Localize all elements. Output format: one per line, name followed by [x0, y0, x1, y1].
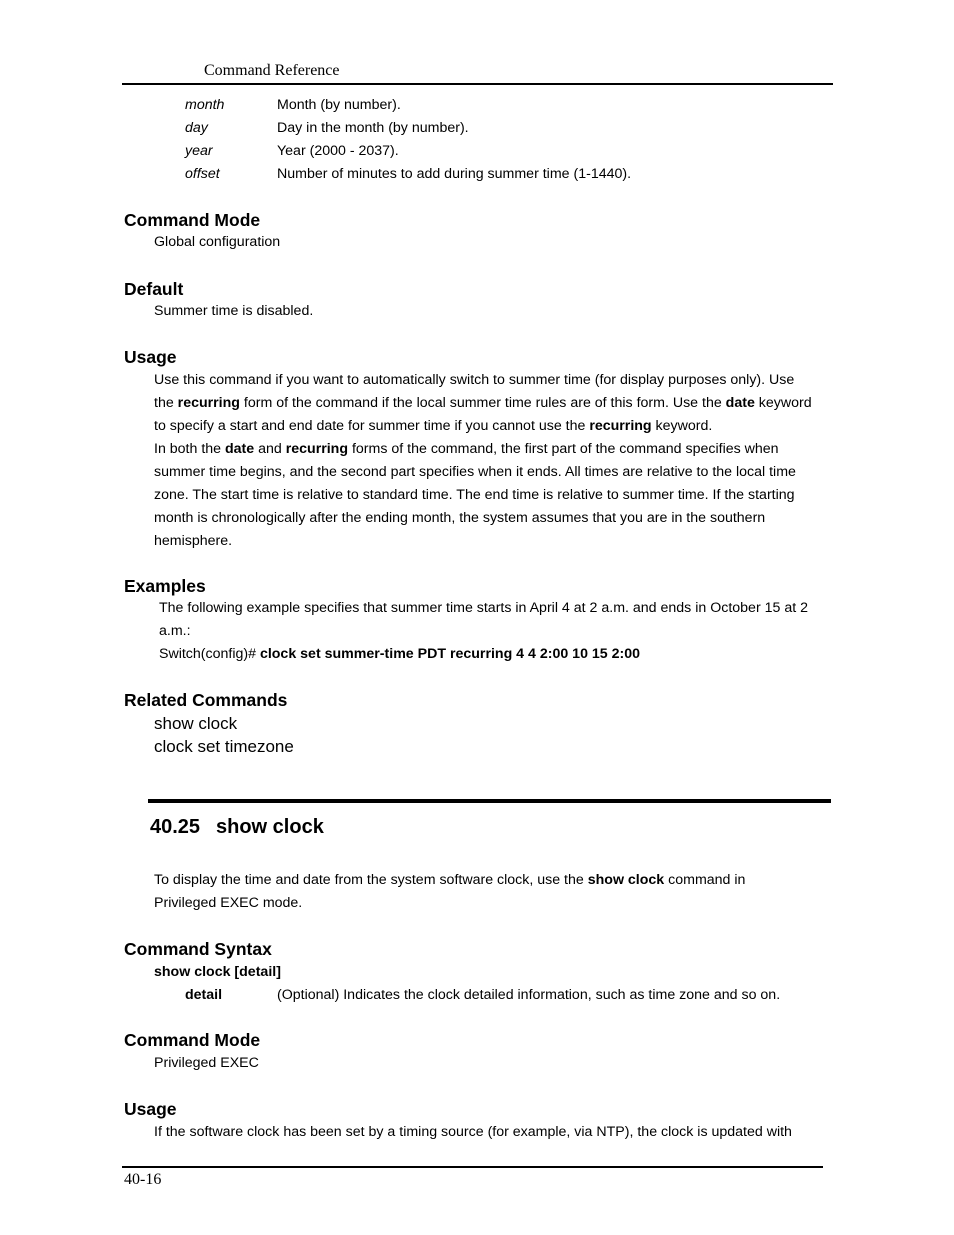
param-desc: Day in the month (by number).	[277, 120, 469, 136]
default-heading: Default	[124, 279, 184, 299]
param-name: offset	[185, 166, 220, 182]
usage-line: month is chronologically after the ending month, the system assumes that you are in the southern	[154, 510, 766, 526]
cli-command: clock set summer-time PDT recurring 4 4 2:00 10 15 2:00	[259, 646, 641, 662]
example-line: a.m.:	[159, 623, 191, 639]
related-command-link[interactable]: clock set timezone	[154, 737, 294, 756]
param-desc: (Optional) Indicates the clock detailed information, such as time zone and so on.	[277, 987, 781, 1003]
footer-rule	[122, 1166, 823, 1168]
header-rule	[122, 83, 833, 85]
command-syntax-heading: Command Syntax	[124, 939, 272, 959]
keyword: recurring	[285, 441, 349, 457]
section-number: 40.25	[150, 816, 201, 838]
usage-line: to specify a start and end date for summer time if you cannot use the recurring keyword.	[154, 418, 713, 434]
param-name: day	[185, 120, 208, 136]
section-title: show clock	[216, 816, 324, 838]
usage-line: summer time begins, and the second part specifies when it ends. All times are relative to the local time	[154, 464, 796, 480]
cli-prompt: Switch(config)#	[159, 646, 260, 662]
command-mode-text: Global configuration	[154, 234, 281, 250]
usage-heading: Usage	[124, 1099, 177, 1119]
usage-line: hemisphere.	[154, 533, 233, 549]
example-command-line	[159, 643, 808, 666]
examples-heading: Examples	[124, 576, 206, 596]
keyword: date	[225, 441, 255, 457]
usage-text: If the software clock has been set by a timing source (for example, via NTP), the clock is updated with	[154, 1124, 792, 1140]
param-desc: Month (by number).	[277, 97, 401, 113]
command-syntax: show clock [detail]	[154, 964, 281, 980]
usage-line: Use this command if you want to automatically switch to summer time (for display purposes only). Use	[154, 372, 795, 388]
section-rule	[148, 799, 831, 803]
param-desc: Year (2000 - 2037).	[277, 143, 399, 159]
param-desc: Number of minutes to add during summer time (1-1440).	[277, 166, 632, 182]
intro-line: To display the time and date from the system software clock, use the show clock command in	[154, 872, 746, 888]
running-header: Command Reference	[204, 62, 340, 79]
keyword: show clock	[587, 872, 665, 888]
param-name: month	[185, 97, 225, 113]
usage-paragraph	[154, 369, 812, 553]
command-mode-heading: Command Mode	[124, 1030, 261, 1050]
intro-line: Privileged EXEC mode.	[154, 895, 303, 911]
keyword: date	[725, 395, 755, 411]
default-text: Summer time is disabled.	[154, 303, 314, 319]
section-intro	[154, 869, 745, 915]
examples-paragraph	[159, 597, 808, 666]
param-name: detail	[185, 987, 223, 1003]
usage-line: In both the date and recurring forms of the command, the first part of the command specifies when	[154, 441, 779, 457]
command-mode-heading: Command Mode	[124, 210, 261, 230]
usage-line: the recurring form of the command if the local summer time rules are of this form. Use the date keyword	[154, 395, 812, 411]
param-name: year	[185, 143, 213, 159]
command-mode-text: Privileged EXEC	[154, 1055, 259, 1071]
page-number: 40-16	[124, 1171, 162, 1188]
usage-line: zone. The start time is relative to standard time. The end time is relative to summer time. If the starting	[154, 487, 795, 503]
related-commands-heading: Related Commands	[124, 690, 288, 710]
keyword: recurring	[589, 418, 652, 434]
related-command-link[interactable]: show clock	[154, 714, 238, 733]
usage-heading: Usage	[124, 347, 177, 367]
keyword: recurring	[177, 395, 240, 411]
example-line: The following example specifies that summer time starts in April 4 at 2 a.m. and ends in October 15 at 2	[159, 600, 808, 616]
